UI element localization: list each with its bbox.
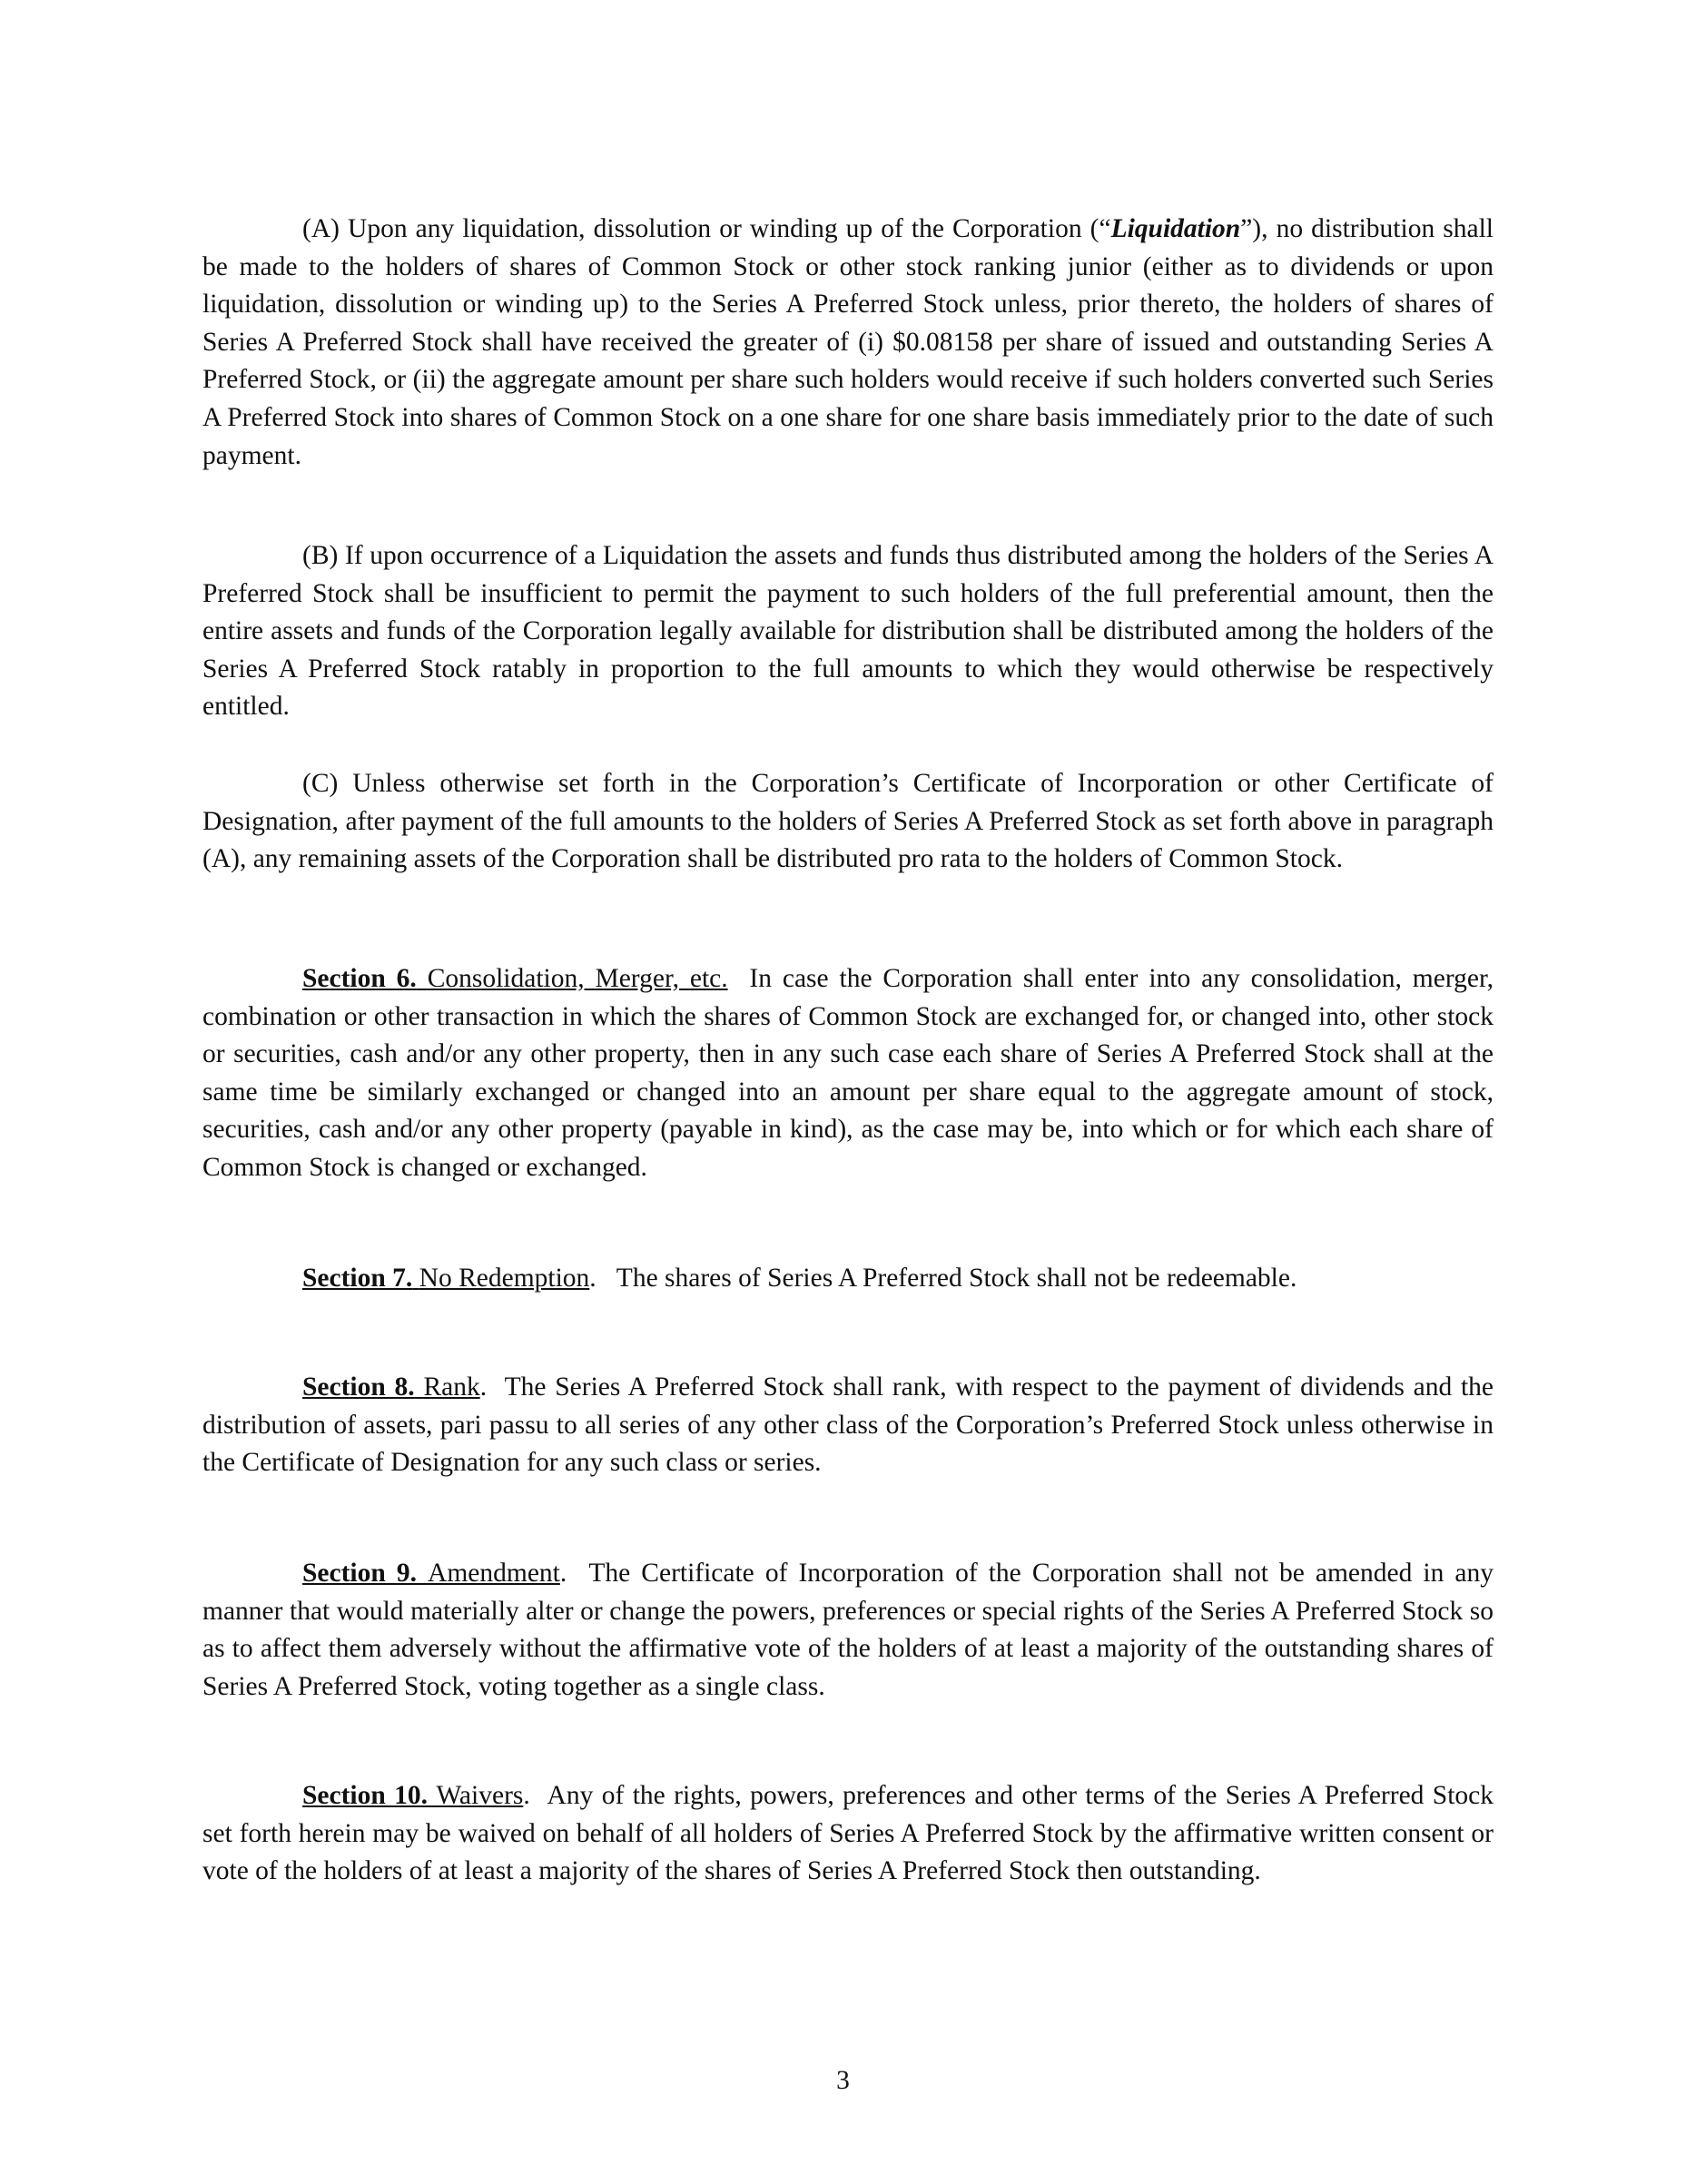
section-6-title: Consolidation, Merger, etc.: [427, 964, 728, 993]
page-number: 3: [836, 2066, 850, 2095]
paragraph-c-remaining-assets: [202, 765, 1494, 879]
section-8-rank: Section 8. Rank. The Series A Preferred Stock shall rank, with respect to the payment of dividends and the distribution of assets, pari passu to all series of any other class of the Corporation’s Preferred Stock unless otherwise in the Certificate of Designation for any such class or series.: [202, 1372, 1494, 1478]
paragraph-c-text: (C) Unless otherwise set forth in the Corporation’s Certificate of Incorporation or other Certificate of Designation, after payment of the full amounts to the holders of Series A Preferred Stock as set forth above in paragraph (A), any remaining assets of the Corporation shall be distributed pro rata to the holders of Common Stock.: [202, 769, 1494, 874]
section-6-number: Section 6.: [302, 964, 417, 993]
section-9-text: The Certificate of Incorporation of the Corporation shall not be amended in any manner that would materially alter or change the powers, preferences or special rights of the Series A Preferred Stock so as to affect them adversely without the affirmative vote of the holders of at least a majority of the outstanding shares of Series A Preferred Stock, voting together as a single class.: [202, 1559, 1494, 1701]
section-7-text: The shares of Series A Preferred Stock shall not be redeemable.: [616, 1264, 1297, 1293]
section-10-number: Section 10.: [302, 1781, 429, 1810]
section-10-waivers: Section 10. Waivers. Any of the rights, powers, preferences and other terms of the Series A Preferred Stock set forth herein may be waived on behalf of all holders of Series A Preferred Stock by the affirmative written consent or vote of the holders of at least a majority of the shares of Series A Preferred Stock then outstanding.: [202, 1781, 1494, 1886]
section-8-title: Rank: [423, 1372, 480, 1402]
section-9-title: Amendment: [428, 1559, 560, 1588]
section-8-number: Section 8.: [302, 1372, 415, 1402]
section-6-text: In case the Corporation shall enter into any consolidation, merger, combination or other transaction in which the shares of Common Stock are exchanged for, or changed into, other stock or securities, cash and/or any other property, then in any such case each share of Series A Preferred Stock shall at the same time be similarly exchanged or changed into an amount per share equal to the aggregate amount of stock, securities, cash and/or any other property (payable in kind), as the case may be, into which or for which each share of Common Stock is changed or exchanged.: [202, 964, 1494, 1182]
section-7-no-redemption: Section 7. No Redemption. The shares of Series A Preferred Stock shall not be redeemable.: [302, 1264, 1297, 1293]
section-8-text: The Series A Preferred Stock shall rank, with respect to the payment of dividends and the distribution of assets, pari passu to all series of any other class of the Corporation’s Preferred Stock unless otherwise in the Certificate of Designation for any such class or series.: [202, 1372, 1494, 1478]
paragraph-a-liquidation: [202, 211, 1494, 475]
paragraph-b-insufficient-assets: [202, 537, 1494, 726]
section-6-consolidation: [202, 960, 1494, 1187]
paragraph-a-text: ”), no distribution shall be made to the holders of shares of Common Stock or other stock ranking junior (either as to dividends or upon liquidation, dissolution or winding up) to the Series A Preferred Stock unless, prior thereto, the holders of shares of Series A Preferred Stock shall have received the greater of (i) $0.08158 per share of issued and outstanding Series A Preferred Stock, or (ii) the aggregate amount per share such holders would receive if such holders converted such Series A Preferred Stock into shares of Common Stock on a one share for one share basis immediately prior to the date of such payment.: [202, 214, 1494, 470]
paragraph-a-prefix: (A) Upon any liquidation, dissolution or winding up of the Corporation (“: [302, 214, 1111, 243]
section-10-text: Any of the rights, powers, preferences and other terms of the Series A Preferred Stock set forth herein may be waived on behalf of all holders of Series A Preferred Stock by the affirmative written consent or vote of the holders of at least a majority of the shares of Series A Preferred Stock then outstanding.: [202, 1781, 1494, 1886]
section-7-number: Section 7.: [302, 1264, 413, 1293]
paragraph-b-text: (B) If upon occurrence of a Liquidation the assets and funds thus distributed among the holders of the Series A Preferred Stock shall be insufficient to permit the payment to such holders of the full preferential amount, then the entire assets and funds of the Corporation legally available for distribution shall be distributed among the holders of the Series A Preferred Stock ratably in proportion to the full amounts to which they would otherwise be respectively entitled.: [202, 541, 1494, 722]
section-10-title: Waivers: [436, 1781, 524, 1810]
section-7-title: No Redemption: [419, 1264, 590, 1293]
section-9-number: Section 9.: [302, 1559, 417, 1588]
section-9-amendment: Section 9. Amendment. The Certificate of Incorporation of the Corporation shall not be amended in any manner that would materially alter or change the powers, preferences or special rights of the Series A Preferred Stock so as to affect them adversely without the affirmative vote of the holders of at least a majority of the outstanding shares of Series A Preferred Stock, voting together as a single class.: [202, 1559, 1494, 1701]
defined-term-liquidation: Liquidation: [1110, 214, 1241, 243]
